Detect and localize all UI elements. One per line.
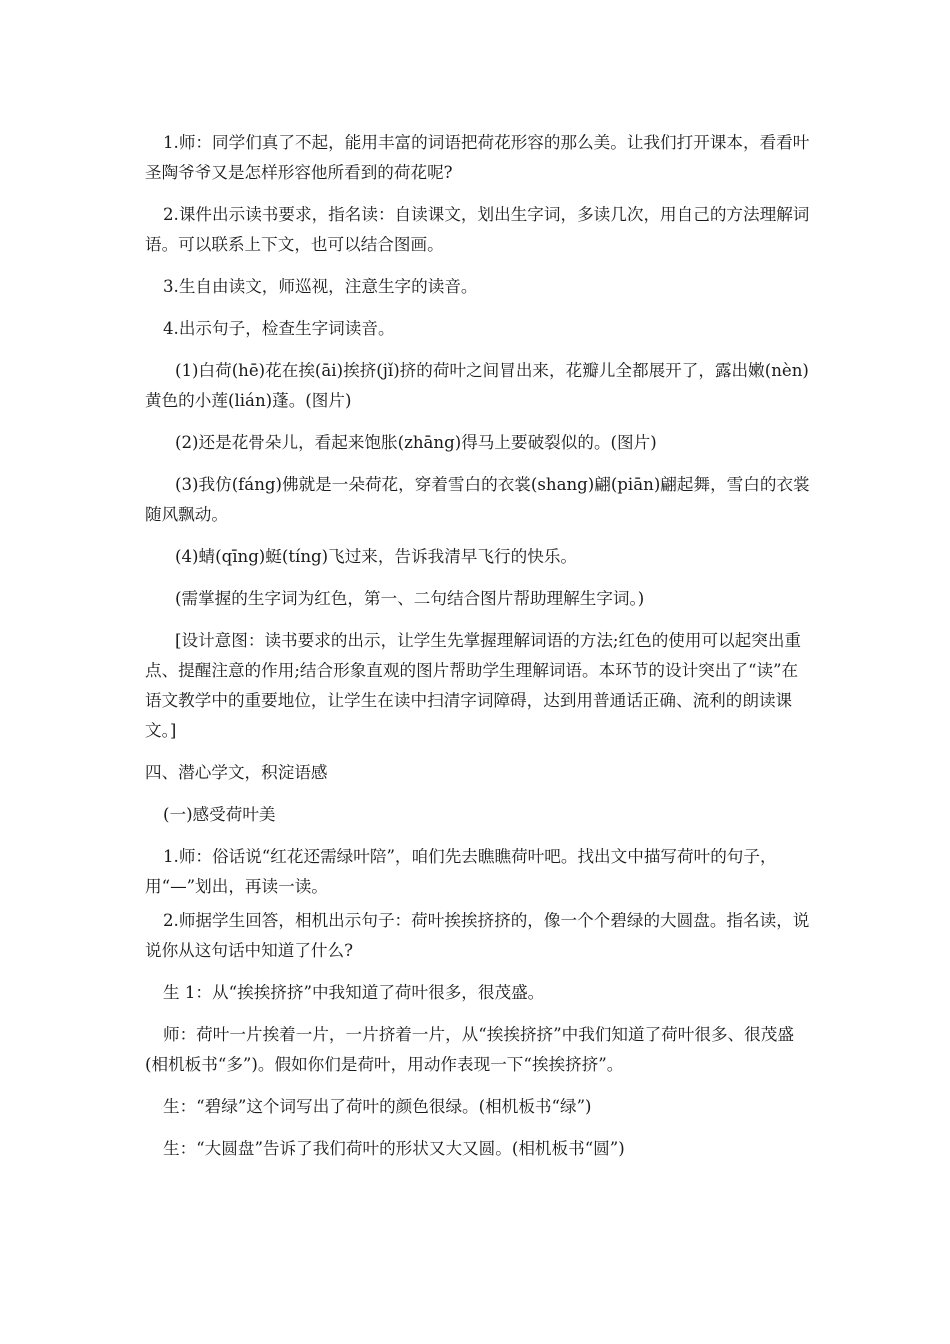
sentence-1: (1)白荷(hē)花在挨(āi)挨挤(jǐ)挤的荷叶之间冒出来，花瓣儿全都展开了，露出嫩(nèn)黄色的小莲(lián)蓬。(图片)	[145, 361, 809, 410]
sentence-3: (3)我仿(fáng)佛就是一朵荷花，穿着雪白的衣裳(shang)翩(piān)翩起舞，雪白的衣裳随风飘动。	[145, 475, 810, 524]
paragraph-teacher-1: 1.师：俗话说“红花还需绿叶陪”，咱们先去瞧瞧荷叶吧。找出文中描写荷叶的句子，用“—”划出，再读一读。	[145, 847, 777, 896]
paragraph-2: 2.课件出示读书要求，指名读：自读课文，划出生字词，多读几次，用自己的方法理解词语。可以联系上下文，也可以结合图画。	[145, 205, 810, 254]
document-body	[145, 128, 810, 1164]
paragraph-1: 1.师：同学们真了不起，能用丰富的词语把荷花形容的那么美。让我们打开课本，看看叶圣陶爷爷又是怎样形容他所看到的荷花呢?	[145, 133, 810, 182]
teacher-response: 师：荷叶一片挨着一片，一片挤着一片，从“挨挨挤挤”中我们知道了荷叶很多、很茂盛(相机板书“多”)。假如你们是荷叶，用动作表现一下“挨挨挤挤”。	[145, 1025, 794, 1074]
note-paragraph: (需掌握的生字词为红色，第一、二句结合图片帮助理解生字词。)	[175, 589, 645, 608]
sentence-2: (2)还是花骨朵儿，看起来饱胀(zhāng)得马上要破裂似的。(图片)	[175, 433, 657, 452]
sentence-4: (4)蜻(qīng)蜓(tíng)飞过来，告诉我清早飞行的快乐。	[175, 547, 578, 566]
student-answer-2: 生：“碧绿”这个词写出了荷叶的颜色很绿。(相机板书“绿”)	[163, 1097, 592, 1116]
paragraph-3: 3.生自由读文，师巡视，注意生字的读音。	[163, 277, 478, 296]
subsection-heading: (一)感受荷叶美	[163, 805, 276, 824]
student-answer-1: 生 1：从“挨挨挤挤”中我知道了荷叶很多，很茂盛。	[163, 983, 545, 1002]
paragraph-teacher-2: 2.师据学生回答，相机出示句子：荷叶挨挨挤挤的，像一个个碧绿的大圆盘。指名读，说说你从这句话中知道了什么?	[145, 911, 810, 960]
design-intent-paragraph: [设计意图：读书要求的出示，让学生先掌握理解词语的方法;红色的使用可以起突出重点、提醒注意的作用;结合形象直观的图片帮助学生理解词语。本环节的设计突出了“读”在语文教学中的重要地位，让学生在读中扫清字词障碍，达到用普通话正确、流利的朗读课文。]	[145, 631, 802, 740]
paragraph-4: 4.出示句子，检查生字词读音。	[163, 319, 395, 338]
section-heading: 四、潜心学文，积淀语感	[145, 763, 328, 782]
student-answer-3: 生：“大圆盘”告诉了我们荷叶的形状又大又圆。(相机板书“圆”)	[163, 1139, 625, 1158]
